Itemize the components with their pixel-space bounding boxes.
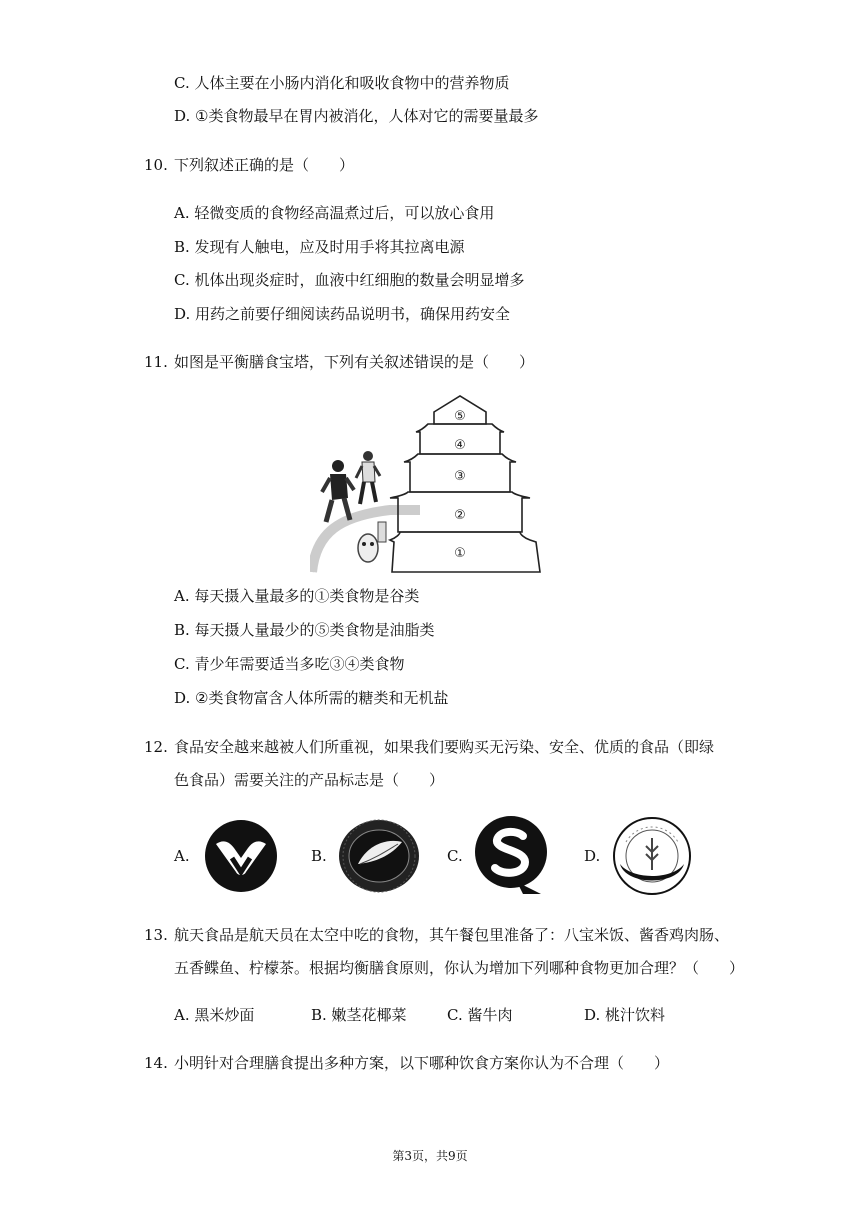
logo-b-green-food-mark-icon (336, 818, 422, 894)
pagoda-level-1-label: ① (454, 546, 466, 561)
q11-option-d: D. ②类食物富含人体所需的糖类和无机盐 (174, 689, 449, 707)
logo-d-organic-food-mark-icon (612, 816, 692, 896)
q12-label-b: B. (311, 847, 327, 865)
q13-option-a: A. 黑米炒面 (174, 1006, 255, 1024)
q10-option-d: D. 用药之前要仔细阅读药品说明书，确保用药安全 (174, 305, 511, 323)
q11-number: 11. (144, 353, 168, 371)
q12-number: 12. (144, 738, 168, 756)
pagoda-level-labels (454, 409, 466, 561)
page-footer: 第3页，共9页 (392, 1149, 468, 1163)
pagoda-level-3-label: ③ (454, 469, 466, 484)
q11-option-c: C. 青少年需要适当多吃③④类食物 (174, 655, 405, 673)
q10-stem: 下列叙述正确的是（ ） (174, 156, 355, 174)
q12-label-a: A. (174, 847, 190, 865)
logo-a-quality-mark-icon (202, 818, 280, 894)
q13-stem-line2: 五香鲽鱼、柠檬茶。根据均衡膳食原则，你认为增加下列哪种食物更加合理？（ ） (174, 959, 745, 977)
pagoda-level-2-label: ② (454, 508, 466, 523)
runner-woman-illustration (356, 451, 380, 504)
q13-stem-line1: 航天食品是航天员在太空中吃的食物，其午餐包里准备了：八宝米饭、酱香鸡肉肠、 (174, 926, 730, 944)
q9-option-d: D. ①类食物最早在胃内被消化，人体对它的需要量最多 (174, 107, 539, 125)
q12-stem-line2: 色食品）需要关注的产品标志是（ ） (174, 771, 445, 789)
q11-option-b: B. 每天摄人量最少的⑤类食物是油脂类 (174, 621, 435, 639)
q11-stem: 如图是平衡膳食宝塔，下列有关叙述错误的是（ ） (174, 353, 535, 371)
q12-label-c: C. (447, 847, 463, 865)
food-pyramid-pagoda-figure (310, 392, 550, 576)
q9-option-c: C. 人体主要在小肠内消化和吸收食物中的营养物质 (174, 74, 510, 92)
pagoda-level-5-label: ⑤ (454, 409, 466, 424)
q13-option-c: C. 酱牛肉 (447, 1006, 513, 1024)
pagoda-level-4-label: ④ (454, 438, 466, 453)
q10-option-c: C. 机体出现炎症时，血液中红细胞的数量会明显增多 (174, 271, 525, 289)
q14-stem: 小明针对合理膳食提出多种方案，以下哪种饮食方案你认为不合理（ ） (174, 1054, 670, 1072)
q10-option-a: A. 轻微变质的食物经高温煮过后，可以放心食用 (174, 204, 495, 222)
q12-stem-line1: 食品安全越来越被人们所重视，如果我们要购买无污染、安全、优质的食品（即绿 (174, 738, 715, 756)
q10-number: 10. (144, 156, 168, 174)
q13-option-d: D. 桃汁饮料 (584, 1006, 666, 1024)
q11-option-a: A. 每天摄入量最多的①类食物是谷类 (174, 587, 420, 605)
q13-option-b: B. 嫩茎花椰菜 (311, 1006, 407, 1024)
q12-label-d: D. (584, 847, 601, 865)
logo-c-qs-mark-icon (471, 814, 551, 896)
q10-option-b: B. 发现有人触电，应及时用手将其拉离电源 (174, 238, 465, 256)
food-mascot-illustration (358, 522, 386, 562)
q13-number: 13. (144, 926, 168, 944)
q14-number: 14. (144, 1054, 168, 1072)
runner-man-illustration (322, 460, 354, 522)
